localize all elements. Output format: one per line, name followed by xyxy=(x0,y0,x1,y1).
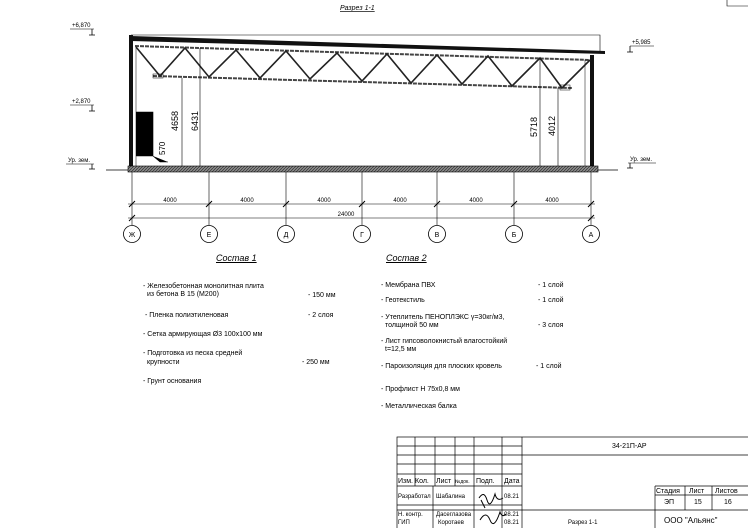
sheet-name: Разрез 1-1 xyxy=(568,520,598,526)
sostav2-item-6: - Профлист Н 75х0,8 мм xyxy=(381,386,460,393)
column-left xyxy=(129,35,133,168)
dim-2300: 2300 xyxy=(140,127,150,148)
role-developer: Разработал xyxy=(398,494,431,500)
floor-slab xyxy=(128,166,598,172)
sostav1-item-4: - Подготовка из песка средней xyxy=(143,350,243,357)
span-6: 4000 xyxy=(545,198,559,204)
sostav2-item-2-value: - 1 слой xyxy=(538,297,564,304)
axis-g: Г xyxy=(360,232,364,239)
axis-zh: Ж xyxy=(128,232,136,239)
level-top-left: +6,870 xyxy=(72,23,91,29)
sostav1-item-2: - Пленка полиэтиленовая xyxy=(145,312,229,319)
level-top-right: +5,985 xyxy=(632,40,651,46)
sostav1-item-1-line2: из бетона В 15 (М200) xyxy=(147,291,219,298)
span-3: 4000 xyxy=(317,198,331,204)
axis-b: Б xyxy=(511,232,517,239)
sostav2-item-4-line2: t=12,5 мм xyxy=(385,346,417,353)
span-dimensions xyxy=(128,172,595,225)
column-right xyxy=(590,55,594,168)
sheet-frame xyxy=(727,0,748,6)
header-izm: Изм. xyxy=(398,478,413,485)
sostav1-item-2-value: - 2 слоя xyxy=(308,312,334,319)
dim-6431: 6431 xyxy=(190,110,200,131)
level-mid-left: +2,870 xyxy=(72,99,91,105)
span-1: 4000 xyxy=(163,198,177,204)
sostav2-item-3: - Утеплитель ПЕНОПЛЭКС γ=30кг/м3, xyxy=(381,314,505,321)
sheet-value: 15 xyxy=(694,499,702,506)
axis-v: В xyxy=(434,232,440,239)
sostav1-item-3: - Сетка армирующая Ø3 100х100 мм xyxy=(143,331,263,338)
role-gip: ГИП xyxy=(398,520,410,526)
date-developer: 08.21 xyxy=(504,494,520,500)
stage-value: ЭП xyxy=(664,499,675,506)
dim-5718: 5718 xyxy=(529,116,539,137)
span-5: 4000 xyxy=(469,198,483,204)
axis-e: Е xyxy=(206,232,212,239)
document-code: 34-21П-АР xyxy=(612,443,647,450)
header-ndok: №док. xyxy=(455,479,470,485)
span-total: 24000 xyxy=(337,212,355,218)
span-4: 4000 xyxy=(393,198,407,204)
sostav2-item-1-value: - 1 слой xyxy=(538,282,564,289)
sostav2-item-3-line2: толщиной 50 мм xyxy=(385,322,439,329)
sheets-label: Листов xyxy=(715,488,738,495)
sheets-value: 16 xyxy=(724,499,732,506)
sostav2-item-3-value: - 3 слоя xyxy=(538,322,564,329)
sostav1-item-1-value: - 150 мм xyxy=(308,292,336,299)
header-list: Лист xyxy=(436,478,452,485)
section-title: Разрез 1-1 xyxy=(340,5,375,12)
header-podp: Подп. xyxy=(476,478,495,485)
role-norm-control: Н. контр. xyxy=(398,512,423,518)
sostav1-item-1: - Железобетонная монолитная плита xyxy=(143,283,264,290)
dim-4012: 4012 xyxy=(547,115,557,136)
date-norm-control: 08.21 xyxy=(504,512,520,518)
sostav2-item-4: - Лист гипсоволокнистый влагостойкий xyxy=(381,338,508,345)
sostav2-item-5: - Пароизоляция для плоских кровель xyxy=(381,363,502,370)
header-kol: Кол. xyxy=(415,478,429,485)
sheet-label: Лист xyxy=(689,488,705,495)
stage-label: Стадия xyxy=(656,488,680,495)
sostav2-item-2: - Геотекстиль xyxy=(381,297,425,304)
sostav1-item-5: - Грунт основания xyxy=(143,378,202,385)
dim-4658: 4658 xyxy=(170,110,180,131)
roof xyxy=(131,35,605,60)
date-gip: 08.21 xyxy=(504,520,520,526)
level-ground-left: Ур. зем. xyxy=(68,158,91,164)
dim-570: 570 xyxy=(158,141,167,155)
span-2: 4000 xyxy=(240,198,254,204)
signatures xyxy=(476,488,506,528)
sostav2-item-7: - Металлическая балка xyxy=(381,403,457,410)
level-ground-right: Ур. зем. xyxy=(630,157,653,163)
axis-d: Д xyxy=(283,232,289,239)
name-norm-control: Дасеглазова xyxy=(436,512,472,518)
axis-markers xyxy=(124,226,600,243)
axis-a: А xyxy=(588,232,594,239)
sostav2-item-1: - Мембрана ПВХ xyxy=(381,282,436,289)
sostav2-title: Состав 2 xyxy=(386,253,427,263)
company-name: ООО "Альянс" xyxy=(664,516,718,525)
sostav1-title: Состав 1 xyxy=(216,253,257,263)
sostav2-item-5-value: - 1 слой xyxy=(536,363,562,370)
header-data: Дата xyxy=(504,478,520,485)
sostav1-item-4-value: - 250 мм xyxy=(302,359,330,366)
sostav1-item-4-line2: крупности xyxy=(147,359,180,366)
name-gip: Коротаев xyxy=(438,520,464,526)
name-developer: Шабалина xyxy=(436,494,465,500)
